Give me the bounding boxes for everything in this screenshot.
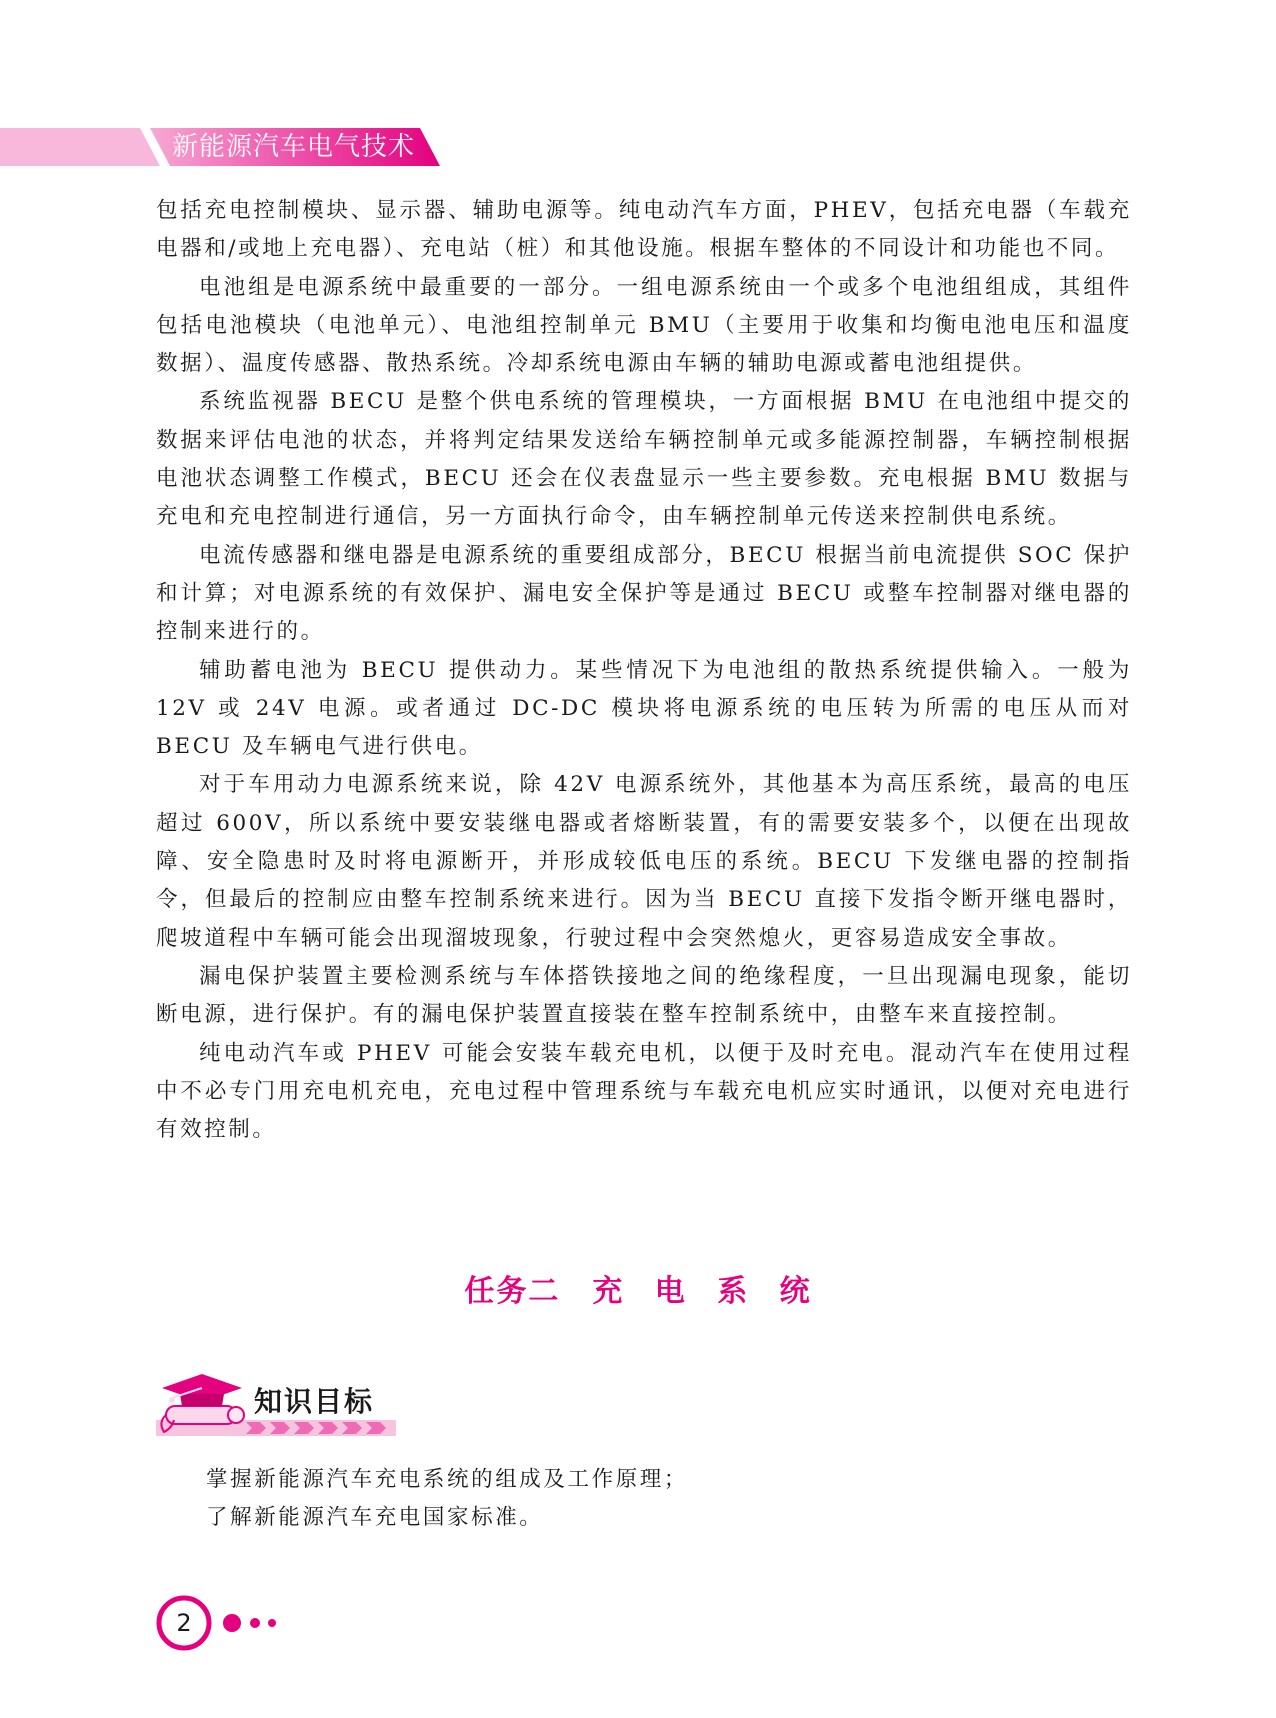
goal-item: 掌握新能源汽车充电系统的组成及工作原理；	[206, 1467, 689, 1492]
body-text	[156, 192, 1132, 1149]
knowledge-goal-label: 知识目标	[254, 1385, 375, 1418]
book-title: 新能源汽车电气技术	[172, 132, 416, 162]
paragraph-5: 辅助蓄电池为 BECU 提供动力。某些情况下为电池组的散热系统提供输入。一般为 12V 或 24V 电源。或者通过 DC-DC 模块将电源系统的电压转为所需的电压从而对 BECU 及车辆电气进行供电。	[156, 657, 1132, 760]
task-title: 任务二 充 电 系 统	[464, 1274, 812, 1309]
paragraph-4: 电流传感器和继电器是电源系统的重要组成部分，BECU 根据当前电流提供 SOC 保护和计算；对电源系统的有效保护、漏电安全保护等是通过 BECU 或整车控制器对继电器的控制来进行的。	[156, 542, 1132, 645]
page-number: 2	[176, 1609, 192, 1637]
paragraph-6: 对于车用动力电源系统来说，除 42V 电源系统外，其他基本为高压系统，最高的电压超过 600V，所以系统中要安装继电器或者熔断装置，有的需要安装多个，以便在出现故障、安全隐患时及时将电源断开，并形成较低电压的系统。BECU 下发继电器的控制指令，但最后的控制应由整车控制系统来进行。因为当 BECU 直接下发指令断开继电器时，爬坡道程中车辆可能会出现溜坡现象，行驶过程中会突然熄火，更容易造成安全事故。	[156, 772, 1132, 951]
goal-item: 了解新能源汽车充电国家标准。	[206, 1505, 544, 1530]
paragraph-2: 电池组是电源系统中最重要的一部分。一组电源系统由一个或多个电池组组成，其组件包括电池模块（电池单元）、电池组控制单元 BMU（主要用于收集和均衡电池电压和温度数据）、温度传感器、散热系统。冷却系统电源由车辆的辅助电源或蓄电池组提供。	[156, 274, 1132, 377]
page-number-badge	[156, 1595, 296, 1651]
paragraph-8: 纯电动汽车或 PHEV 可能会安装车载充电机，以便于及时充电。混动汽车在使用过程中不必专门用充电机充电，充电过程中管理系统与车载充电机应实时通讯，以便对充电进行有效控制。	[156, 1040, 1132, 1143]
paragraph-1: 包括充电控制模块、显示器、辅助电源等。纯电动汽车方面，PHEV，包括充电器（车载充电器和/或地上充电器）、充电站（桩）和其他设施。根据车整体的不同设计和功能也不同。	[156, 198, 1132, 262]
paragraph-3: 系统监视器 BECU 是整个供电系统的管理模块，一方面根据 BMU 在电池组中提交的数据来评估电池的状态，并将判定结果发送给车辆控制单元或多能源控制器，车辆控制根据电池状态调整工作模式，BECU 还会在仪表盘显示一些主要参数。充电根据 BMU 数据与充电和充电控制进行通信，另一方面执行命令，由车辆控制单元传送来控制供电系统。	[156, 389, 1132, 530]
paragraph-7: 漏电保护装置主要检测系统与车体搭铁接地之间的绝缘程度，一旦出现漏电现象，能切断电源，进行保护。有的漏电保护装置直接装在整车控制系统中，由整车来直接控制。	[156, 963, 1132, 1028]
goal-list	[206, 1461, 688, 1537]
